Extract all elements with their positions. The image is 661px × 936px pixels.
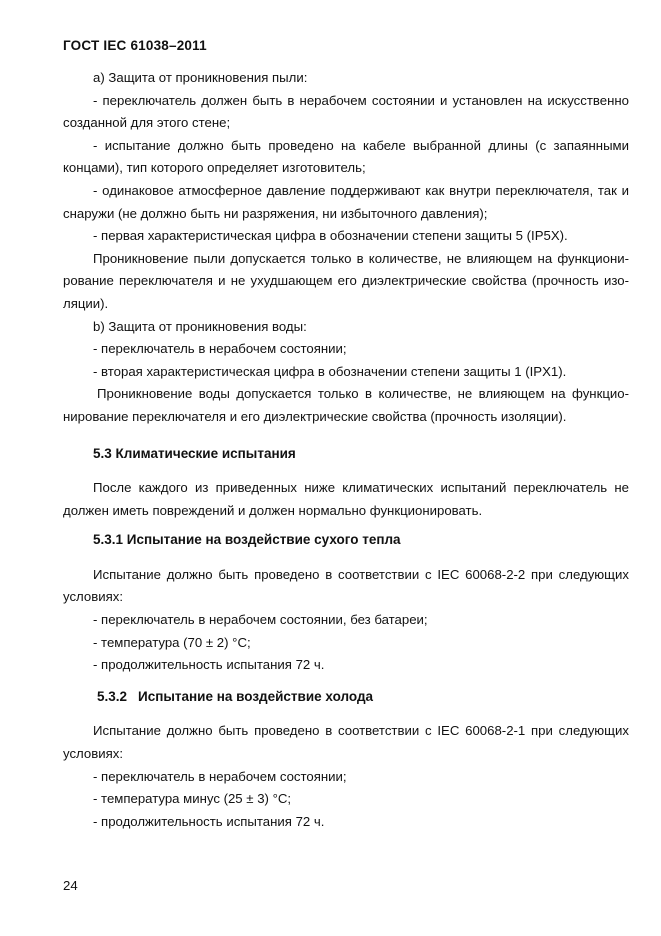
section-5-3-2-heading — [63, 686, 629, 709]
water-note: Проникновение воды допускается только в количестве, не влияющем на функцио-нирование переключателя и его диэлектрические свойства (прочность изоляции). — [63, 386, 629, 424]
dust-item-2: - испытание должно быть проведено на кабеле выбранной длины (с запаянными концами), тип которого определяет изготовитель; — [63, 137, 629, 176]
dust-note: Проникновение пыли допускается только в количестве, не влияющем на функциони-рование переключателя и не ухудшающем его диэлектрические свойства (прочность изо-ляции). — [63, 250, 629, 311]
cold-item-1: - переключатель в нерабочем состоянии; — [93, 768, 347, 784]
water-item-2: - вторая характеристическая цифра в обозначении степени защиты 1 (IPX1). — [93, 363, 567, 379]
dust-item-4: - первая характеристическая цифра в обозначении степени защиты 5 (IP5X). — [93, 228, 568, 244]
section-5-3-1-heading: 5.3.1 Испытание на воздействие сухого тепла — [93, 532, 401, 548]
section-5-3-2-text: Испытание должно быть проведено в соответствии с IEC 60068-2-1 при следующих условиях: — [63, 723, 629, 762]
cold-item-3: - продолжительность испытания 72 ч. — [93, 813, 325, 829]
cold-item-2: - температура минус (25 ± 3) °С; — [93, 791, 292, 807]
water-protection-heading: b) Защита от проникновения воды: — [93, 318, 307, 334]
document-header: ГОСТ IEC 61038–2011 — [63, 38, 207, 53]
section-5-3-heading: 5.3 Климатические испытания — [93, 445, 296, 461]
dust-item-3: - одинаковое атмосферное давление поддерживают как внутри переключателя, так и снаружи (не должно быть ни разряжения, ни избыточного давления); — [63, 182, 629, 221]
dust-protection-heading: a) Защита от проникновения пыли: — [93, 70, 308, 85]
page-number: 24 — [63, 878, 78, 893]
section-5-3-text: После каждого из приведенных ниже климатических испытаний переключатель не должен иметь повреждений и должен нормально функционировать. — [63, 480, 629, 518]
heat-item-1: - переключатель в нерабочем состоянии, без батареи; — [93, 612, 428, 628]
dust-item-1: - переключатель должен быть в нерабочем состоянии и установлен на искусственно созданной для этого стене; — [63, 92, 629, 131]
section-5-3-1-text: Испытание должно быть проведено в соответствии с IEC 60068-2-2 при следующих условиях: — [63, 566, 629, 605]
heat-item-2: - температура (70 ± 2) °С; — [93, 634, 251, 650]
heat-item-3: - продолжительность испытания 72 ч. — [93, 657, 325, 673]
document-body — [63, 67, 629, 833]
section-5-3-2-title: Испытание на воздействие холода — [138, 688, 374, 704]
water-item-1: - переключатель в нерабочем состоянии; — [93, 341, 347, 357]
section-5-3-2-number: 5.3.2 — [97, 688, 128, 704]
